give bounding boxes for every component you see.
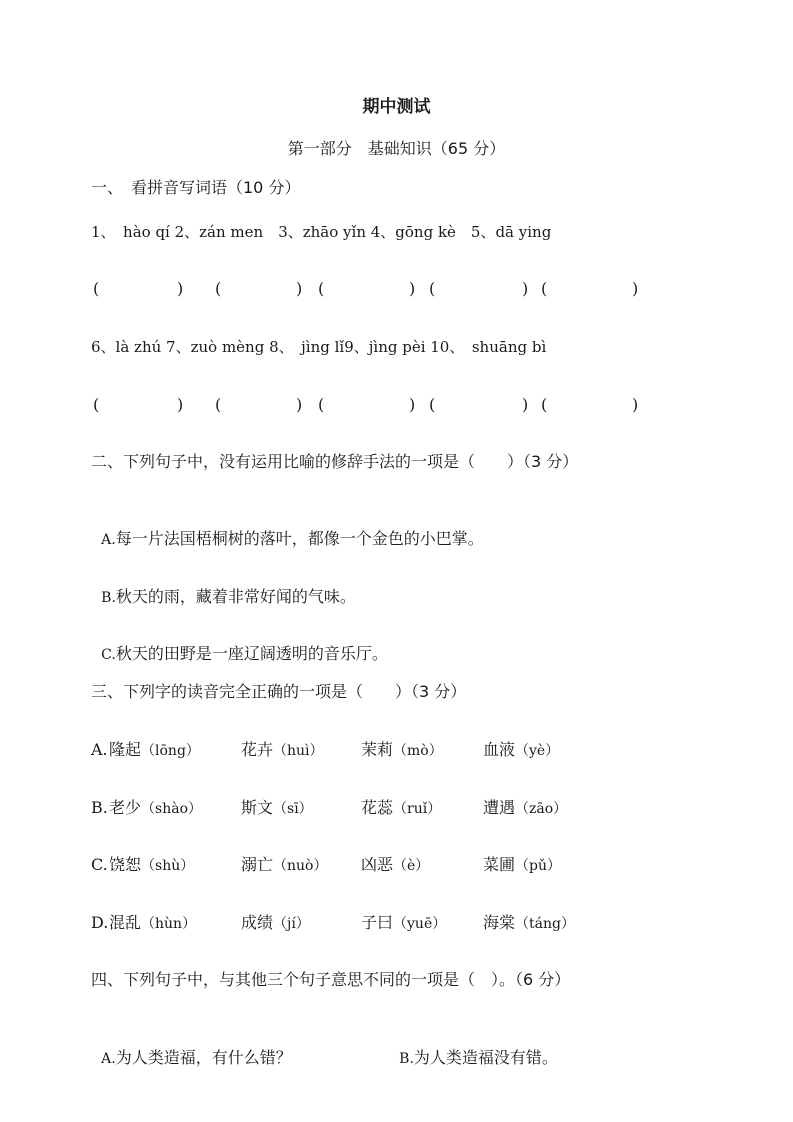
word: 成绩 [241, 913, 274, 932]
word: 子曰 [361, 913, 394, 932]
section4-option-a [91, 1028, 292, 1069]
word: 海棠 [483, 913, 516, 932]
answer-blank-10[interactable]: ) [632, 395, 639, 414]
section2-option-b [91, 567, 356, 608]
page-subtitle: 第一部分 基础知识（65 分） [287, 139, 506, 158]
option-text: 为人类造福，有什么错？ [115, 1048, 292, 1067]
word: 斯文 [241, 798, 274, 817]
open-paren: ( [318, 395, 325, 414]
pinyin: （lōng） [141, 743, 200, 759]
pinyin: （yuē） [393, 916, 447, 932]
word: 遭遇 [483, 798, 516, 817]
open-paren: ( [541, 395, 548, 414]
answer-blank-7[interactable]: ) [296, 395, 303, 414]
pinyin: （zāo） [515, 801, 568, 817]
open-paren: ( [215, 279, 222, 298]
pinyin: （jí） [273, 916, 310, 932]
pinyin: （shù） [141, 858, 195, 874]
option-text: 秋天的田野是一座辽阔透明的音乐厅。 [115, 644, 388, 663]
section2-option-a [91, 509, 484, 550]
word: 菜圃 [483, 855, 516, 874]
open-paren: ( [93, 279, 100, 298]
option-text: 为人类造福没有错。 [413, 1048, 558, 1067]
open-paren: ( [429, 395, 436, 414]
answer-blank-1[interactable]: ) [177, 279, 184, 298]
answer-blank-4[interactable]: ) [522, 279, 529, 298]
section3-heading: 三、下列字的读音完全正确的一项是（ ）（3 分） [91, 682, 467, 701]
option-label: D. [91, 913, 109, 932]
page-title: 期中测试 [362, 97, 431, 117]
option-label: A. [101, 1051, 116, 1067]
word: 花蕊 [361, 798, 394, 817]
pinyin: （nuò） [273, 858, 328, 874]
option-text: 秋天的雨，藏着非常好闻的气味。 [115, 587, 356, 606]
section1-heading: 一、 看拼音写词语（10 分） [91, 178, 301, 197]
pinyin: （hùn） [141, 916, 197, 932]
section3-option-c [91, 854, 691, 876]
option-label: B. [91, 798, 108, 817]
word: 老少 [109, 798, 142, 817]
pinyin: （yè） [515, 743, 560, 759]
section1-pinyin-row-2: 6、là zhú 7、zuò mèng 8、 jìng lǐ9、jìng pèi 10、 shuāng bì [91, 338, 547, 356]
answer-blank-5[interactable]: ) [632, 279, 639, 298]
open-paren: ( [215, 395, 222, 414]
pinyin: （shào） [141, 801, 202, 817]
section3-option-d [91, 912, 691, 934]
open-paren: ( [541, 279, 548, 298]
pinyin: （sī） [273, 801, 313, 817]
word: 血液 [483, 740, 516, 759]
section4-heading: 四、下列句子中，与其他三个句子意思不同的一项是（ ）。（6 分） [91, 970, 571, 989]
word: 隆起 [109, 740, 142, 759]
word: 凶恶 [361, 855, 394, 874]
answer-blanks-row-1 [91, 279, 651, 299]
section2-heading: 二、下列句子中，没有运用比喻的修辞手法的一项是（ ）（3 分） [91, 452, 579, 471]
pinyin: （è） [393, 858, 430, 874]
section1-pinyin-row-1: 1、 hào qí 2、zán men 3、zhāo yǐn 4、gōng kè 5、dā ying [91, 223, 552, 241]
word: 茉莉 [361, 740, 394, 759]
open-paren: ( [429, 279, 436, 298]
pinyin: （táng） [515, 916, 575, 932]
option-label: A. [101, 532, 116, 548]
answer-blank-2[interactable]: ) [296, 279, 303, 298]
open-paren: ( [93, 395, 100, 414]
open-paren: ( [318, 279, 325, 298]
option-label: C. [91, 855, 108, 874]
answer-blanks-row-2 [91, 395, 651, 415]
word: 饶恕 [109, 855, 142, 874]
section3-option-b [91, 797, 691, 819]
pinyin: （huì） [273, 743, 324, 759]
option-label: C. [101, 647, 116, 663]
section3-option-a [91, 739, 691, 761]
answer-blank-9[interactable]: ) [522, 395, 529, 414]
word: 花卉 [241, 740, 274, 759]
word: 溺亡 [241, 855, 274, 874]
pinyin: （pǔ） [515, 858, 561, 874]
section2-option-c [91, 624, 388, 665]
answer-blank-8[interactable]: ) [409, 395, 416, 414]
option-label: B. [101, 590, 116, 606]
option-text: 每一片法国梧桐树的落叶，都像一个金色的小巴掌。 [115, 529, 484, 548]
option-label: B. [399, 1051, 414, 1067]
pinyin: （ruǐ） [393, 801, 442, 817]
option-label: A. [91, 740, 108, 759]
word: 混乱 [109, 913, 142, 932]
answer-blank-6[interactable]: ) [177, 395, 184, 414]
answer-blank-3[interactable]: ) [409, 279, 416, 298]
pinyin: （mò） [393, 743, 443, 759]
section4-option-b [389, 1028, 558, 1069]
